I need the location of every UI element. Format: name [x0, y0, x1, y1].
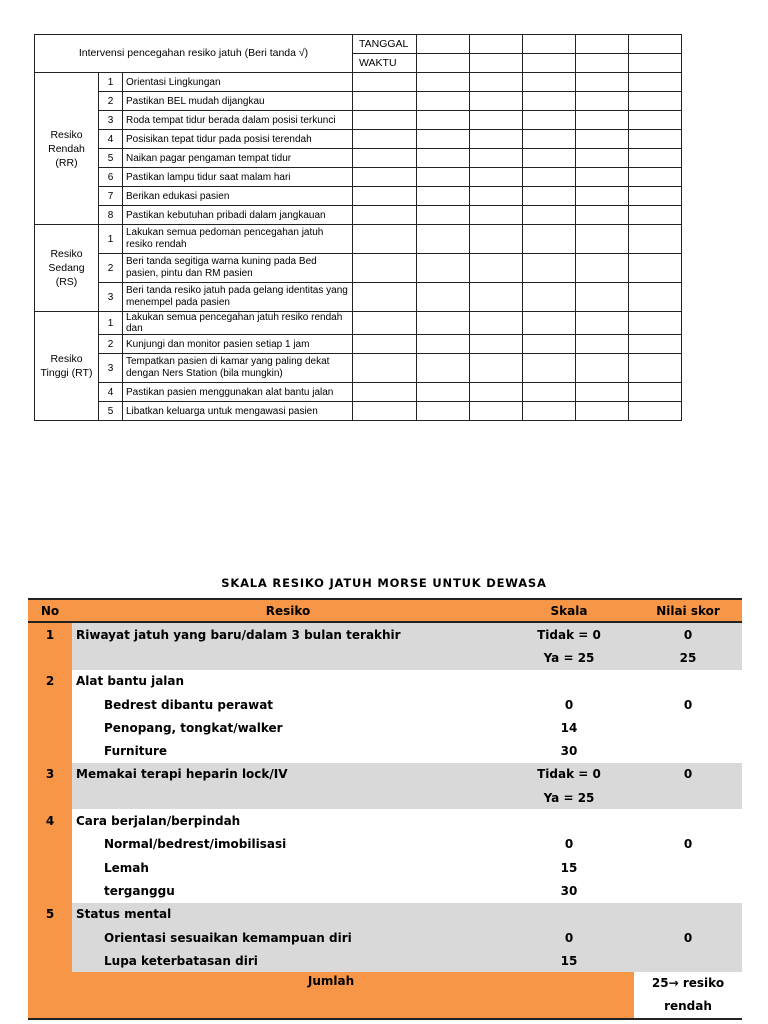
row-number: [28, 879, 72, 902]
item-number: 1: [99, 312, 123, 335]
checklist-row: [35, 283, 682, 312]
scale-value: [504, 903, 634, 926]
checkmark-cell[interactable]: [523, 402, 576, 421]
risk-factor-label: Cara berjalan/berpindah: [76, 814, 241, 829]
tanggal-cell[interactable]: [576, 35, 629, 54]
intervention-text: Naikan pagar pengaman tempat tidur: [123, 149, 353, 168]
intervention-text: Pastikan kebutuhan pribadi dalam jangkauan: [123, 206, 353, 225]
checkmark-cell[interactable]: [576, 335, 629, 354]
checkmark-cell[interactable]: [470, 335, 523, 354]
jumlah-value-line1: 25→ resiko: [651, 976, 725, 991]
checklist-row: [35, 402, 682, 421]
checkmark-cell[interactable]: [353, 187, 417, 206]
checkmark-cell[interactable]: [470, 225, 523, 254]
checkmark-cell[interactable]: [576, 206, 629, 225]
tanggal-label: TANGGAL: [353, 35, 417, 54]
item-number: 7: [99, 187, 123, 206]
intervention-text: Libatkan keluarga untuk mengawasi pasien: [123, 402, 353, 421]
checkmark-cell[interactable]: [629, 335, 682, 354]
checklist-row: [35, 130, 682, 149]
risk-category-label: Resiko Tinggi (RT): [35, 312, 99, 421]
checklist-row: [35, 149, 682, 168]
checkmark-cell[interactable]: [523, 92, 576, 111]
morse-row: [28, 763, 742, 786]
score-value: 0: [683, 697, 693, 712]
item-number: 5: [99, 402, 123, 421]
checkmark-cell[interactable]: [353, 168, 417, 187]
checkmark-cell[interactable]: [417, 312, 470, 335]
morse-row: [28, 809, 742, 832]
checkmark-cell[interactable]: [417, 111, 470, 130]
score-value: [634, 739, 742, 762]
morse-row: [28, 622, 742, 646]
scale-value: [504, 809, 634, 832]
checkmark-cell[interactable]: [353, 283, 417, 312]
morse-row: [28, 833, 742, 856]
checkmark-cell[interactable]: [576, 283, 629, 312]
checkmark-cell[interactable]: [629, 187, 682, 206]
intervention-text: Roda tempat tidur berada dalam posisi terkunci: [123, 111, 353, 130]
morse-row: [28, 670, 742, 693]
item-number: 5: [99, 149, 123, 168]
checkmark-cell[interactable]: [470, 111, 523, 130]
checkmark-cell[interactable]: [470, 312, 523, 335]
checkmark-cell[interactable]: [523, 111, 576, 130]
checkmark-cell[interactable]: [353, 383, 417, 402]
checklist-row: [35, 206, 682, 225]
score-value: [634, 786, 742, 809]
checkmark-cell[interactable]: [523, 206, 576, 225]
checklist-row: [35, 187, 682, 206]
score-value: 25: [634, 646, 742, 669]
checkmark-cell[interactable]: [417, 92, 470, 111]
risk-factor-label: Alat bantu jalan: [76, 674, 185, 689]
intervention-text: Lakukan semua pencegahan jatuh resiko rendah dan: [123, 312, 353, 335]
morse-row: [28, 786, 742, 809]
row-number: [28, 693, 72, 716]
checklist-row: [35, 225, 682, 254]
scale-value: [504, 670, 634, 693]
scale-value: Tidak = 0: [504, 622, 634, 646]
checkmark-cell[interactable]: [523, 312, 576, 335]
row-number: [28, 739, 72, 762]
checkmark-cell[interactable]: [353, 111, 417, 130]
checkmark-cell[interactable]: [523, 283, 576, 312]
checkmark-cell[interactable]: [523, 335, 576, 354]
checkmark-cell[interactable]: [353, 92, 417, 111]
checkmark-cell[interactable]: [629, 130, 682, 149]
checkmark-cell[interactable]: [417, 149, 470, 168]
checkmark-cell[interactable]: [470, 92, 523, 111]
score-value: [634, 809, 742, 832]
checkmark-cell[interactable]: [629, 149, 682, 168]
checklist-row: [35, 354, 682, 383]
intervention-text: Beri tanda segitiga warna kuning pada Bed pasien, pintu dan RM pasien: [123, 254, 353, 283]
score-value: [634, 949, 742, 972]
scale-value: 0: [504, 926, 634, 949]
risk-factor-label: Normal/bedrest/imobilisasi: [104, 837, 287, 852]
risk-factor-label: [72, 646, 504, 669]
checkmark-cell[interactable]: [470, 402, 523, 421]
item-number: 2: [99, 335, 123, 354]
tanggal-cell[interactable]: [629, 35, 682, 54]
checkmark-cell[interactable]: [576, 92, 629, 111]
item-number: 3: [99, 283, 123, 312]
risk-factor-label: Furniture: [104, 744, 168, 759]
morse-row: [28, 739, 742, 762]
morse-row: [28, 879, 742, 902]
header-resiko: Resiko: [72, 599, 504, 622]
risk-category-label: Resiko Rendah (RR): [35, 73, 99, 225]
checkmark-cell[interactable]: [629, 168, 682, 187]
checklist-row: [35, 73, 682, 92]
checkmark-cell[interactable]: [353, 149, 417, 168]
checkmark-cell[interactable]: [576, 312, 629, 335]
jumlah-label: Jumlah: [28, 972, 634, 1019]
scale-value: 0: [564, 697, 574, 712]
checklist-row: [35, 111, 682, 130]
scale-value: 30: [560, 883, 578, 898]
checkmark-cell[interactable]: [417, 206, 470, 225]
morse-row: [28, 903, 742, 926]
morse-footer-row: [28, 972, 742, 1019]
checkmark-cell[interactable]: [417, 354, 470, 383]
morse-row: [28, 693, 742, 716]
row-number: 1: [28, 622, 72, 646]
scale-value: Ya = 25: [504, 786, 634, 809]
checkmark-cell[interactable]: [576, 354, 629, 383]
row-number: 2: [28, 670, 72, 693]
risk-factor-label: Lupa keterbatasan diri: [72, 949, 504, 972]
checkmark-cell[interactable]: [353, 254, 417, 283]
checkmark-cell[interactable]: [353, 335, 417, 354]
waktu-cell[interactable]: [576, 54, 629, 73]
checkmark-cell[interactable]: [470, 168, 523, 187]
checkmark-cell[interactable]: [417, 130, 470, 149]
checkmark-cell[interactable]: [470, 283, 523, 312]
checkmark-cell[interactable]: [629, 283, 682, 312]
item-number: 2: [99, 92, 123, 111]
score-value: [634, 856, 742, 879]
checkmark-cell[interactable]: [417, 225, 470, 254]
row-number: [28, 716, 72, 739]
checkmark-cell[interactable]: [417, 383, 470, 402]
intervention-text: Pastikan BEL mudah dijangkau: [123, 92, 353, 111]
checkmark-cell[interactable]: [353, 225, 417, 254]
checkmark-cell[interactable]: [353, 73, 417, 92]
morse-row: [28, 856, 742, 879]
row-number: [28, 786, 72, 809]
scale-value: 30: [560, 744, 578, 759]
checkmark-cell[interactable]: [470, 206, 523, 225]
checkmark-cell[interactable]: [629, 402, 682, 421]
checkmark-cell[interactable]: [523, 354, 576, 383]
checkmark-cell[interactable]: [523, 73, 576, 92]
scale-value: 14: [560, 720, 578, 735]
intervention-text: Kunjungi dan monitor pasien setiap 1 jam: [123, 335, 353, 354]
item-number: 3: [99, 111, 123, 130]
score-value: [634, 879, 742, 902]
checkmark-cell[interactable]: [353, 130, 417, 149]
row-number: 4: [28, 809, 72, 832]
checkmark-cell[interactable]: [576, 383, 629, 402]
risk-factor-label: Orientasi sesuaikan kemampuan diri: [72, 926, 504, 949]
jumlah-value-line2: rendah: [664, 999, 712, 1014]
row-number: 3: [28, 763, 72, 786]
checklist-row: [35, 383, 682, 402]
score-value: 0: [634, 926, 742, 949]
intervention-text: Tempatkan pasien di kamar yang paling dekat dengan Ners Station (bila mungkin): [123, 354, 353, 383]
checklist-row: [35, 312, 682, 335]
morse-row: [28, 646, 742, 669]
checklist-row: [35, 335, 682, 354]
risk-factor-label: Bedrest dibantu perawat: [104, 697, 274, 712]
tanggal-cell[interactable]: [523, 35, 576, 54]
risk-factor-label: Lemah: [104, 860, 149, 875]
morse-row: [28, 949, 742, 972]
checkmark-cell[interactable]: [576, 225, 629, 254]
checkmark-cell[interactable]: [576, 73, 629, 92]
checkmark-cell[interactable]: [523, 254, 576, 283]
checklist-title: Intervensi pencegahan resiko jatuh (Beri tanda √): [35, 35, 353, 73]
checkmark-cell[interactable]: [576, 402, 629, 421]
row-number: 5: [28, 903, 72, 926]
checkmark-cell[interactable]: [353, 354, 417, 383]
checkmark-cell[interactable]: [470, 354, 523, 383]
checkmark-cell[interactable]: [576, 187, 629, 206]
waktu-cell[interactable]: [470, 54, 523, 73]
row-number: [28, 833, 72, 856]
checklist-row: [35, 92, 682, 111]
risk-factor-label: Status mental: [72, 903, 504, 926]
morse-scale-table: [28, 598, 742, 1020]
checkmark-cell[interactable]: [576, 168, 629, 187]
checkmark-cell[interactable]: [629, 354, 682, 383]
intervention-text: Berikan edukasi pasien: [123, 187, 353, 206]
risk-factor-label: Riwayat jatuh yang baru/dalam 3 bulan terakhir: [72, 622, 504, 646]
checkmark-cell[interactable]: [523, 187, 576, 206]
checkmark-cell[interactable]: [523, 149, 576, 168]
scale-value: 0: [564, 837, 574, 852]
intervention-text: Pastikan lampu tidur saat malam hari: [123, 168, 353, 187]
morse-row: [28, 716, 742, 739]
checkmark-cell[interactable]: [417, 168, 470, 187]
checkmark-cell[interactable]: [576, 111, 629, 130]
checkmark-cell[interactable]: [417, 187, 470, 206]
row-number: [28, 856, 72, 879]
item-number: 1: [99, 73, 123, 92]
row-number: [28, 646, 72, 669]
waktu-label: WAKTU: [353, 54, 417, 73]
waktu-cell[interactable]: [629, 54, 682, 73]
score-value: [634, 670, 742, 693]
checkmark-cell[interactable]: [353, 206, 417, 225]
intervention-text: Posisikan tepat tidur pada posisi terendah: [123, 130, 353, 149]
checkmark-cell[interactable]: [576, 149, 629, 168]
scale-value: 15: [560, 860, 578, 875]
checkmark-cell[interactable]: [629, 111, 682, 130]
checkmark-cell[interactable]: [470, 130, 523, 149]
checkmark-cell[interactable]: [417, 254, 470, 283]
scale-value: Tidak = 0: [504, 763, 634, 786]
morse-header-row: [28, 599, 742, 622]
intervention-text: Beri tanda resiko jatuh pada gelang identitas yang menempel pada pasien: [123, 283, 353, 312]
waktu-cell[interactable]: [417, 54, 470, 73]
row-number: [28, 926, 72, 949]
scale-value: Ya = 25: [504, 646, 634, 669]
checkmark-cell[interactable]: [629, 92, 682, 111]
checklist-row: [35, 254, 682, 283]
header-nilai-skor: Nilai skor: [634, 599, 742, 622]
checkmark-cell[interactable]: [470, 73, 523, 92]
checkmark-cell[interactable]: [629, 225, 682, 254]
score-value: [634, 716, 742, 739]
morse-scale-title: SKALA RESIKO JATUH MORSE UNTUK DEWASA: [221, 576, 547, 590]
checkmark-cell[interactable]: [470, 149, 523, 168]
risk-factor-label: Penopang, tongkat/walker: [104, 720, 283, 735]
checklist-row: [35, 168, 682, 187]
score-value: 0: [634, 763, 742, 786]
checkmark-cell[interactable]: [629, 206, 682, 225]
intervention-text: Lakukan semua pedoman pencegahan jatuh resiko rendah: [123, 225, 353, 254]
checkmark-cell[interactable]: [629, 254, 682, 283]
tanggal-cell[interactable]: [417, 35, 470, 54]
scale-value: 15: [504, 949, 634, 972]
checkmark-cell[interactable]: [470, 187, 523, 206]
checkmark-cell[interactable]: [417, 335, 470, 354]
intervention-text: Orientasi Lingkungan: [123, 73, 353, 92]
score-value: [634, 903, 742, 926]
morse-row: [28, 926, 742, 949]
checkmark-cell[interactable]: [417, 73, 470, 92]
item-number: 1: [99, 225, 123, 254]
checkmark-cell[interactable]: [523, 168, 576, 187]
checkmark-cell[interactable]: [523, 383, 576, 402]
checkmark-cell[interactable]: [576, 130, 629, 149]
checkmark-cell[interactable]: [523, 130, 576, 149]
checkmark-cell[interactable]: [417, 402, 470, 421]
checkmark-cell[interactable]: [353, 402, 417, 421]
item-number: 3: [99, 354, 123, 383]
score-value: 0: [634, 622, 742, 646]
risk-factor-label: [72, 786, 504, 809]
item-number: 4: [99, 383, 123, 402]
checkmark-cell[interactable]: [629, 312, 682, 335]
checkmark-cell[interactable]: [629, 73, 682, 92]
item-number: 6: [99, 168, 123, 187]
checkmark-cell[interactable]: [470, 383, 523, 402]
risk-factor-label: terganggu: [104, 883, 175, 898]
checkmark-cell[interactable]: [523, 225, 576, 254]
item-number: 2: [99, 254, 123, 283]
row-number: [28, 949, 72, 972]
tanggal-cell[interactable]: [470, 35, 523, 54]
item-number: 4: [99, 130, 123, 149]
checkmark-cell[interactable]: [353, 312, 417, 335]
header-no: No: [28, 599, 72, 622]
checkmark-cell[interactable]: [576, 254, 629, 283]
waktu-cell[interactable]: [523, 54, 576, 73]
score-value: 0: [683, 837, 693, 852]
checkmark-cell[interactable]: [629, 383, 682, 402]
risk-factor-label: Memakai terapi heparin lock/IV: [72, 763, 504, 786]
item-number: 8: [99, 206, 123, 225]
risk-category-label: Resiko Sedang (RS): [35, 225, 99, 312]
checkmark-cell[interactable]: [417, 283, 470, 312]
header-skala: Skala: [504, 599, 634, 622]
fall-prevention-checklist: [34, 34, 682, 421]
jumlah-value: [634, 972, 742, 1019]
checkmark-cell[interactable]: [470, 254, 523, 283]
intervention-text: Pastikan pasien menggunakan alat bantu jalan: [123, 383, 353, 402]
